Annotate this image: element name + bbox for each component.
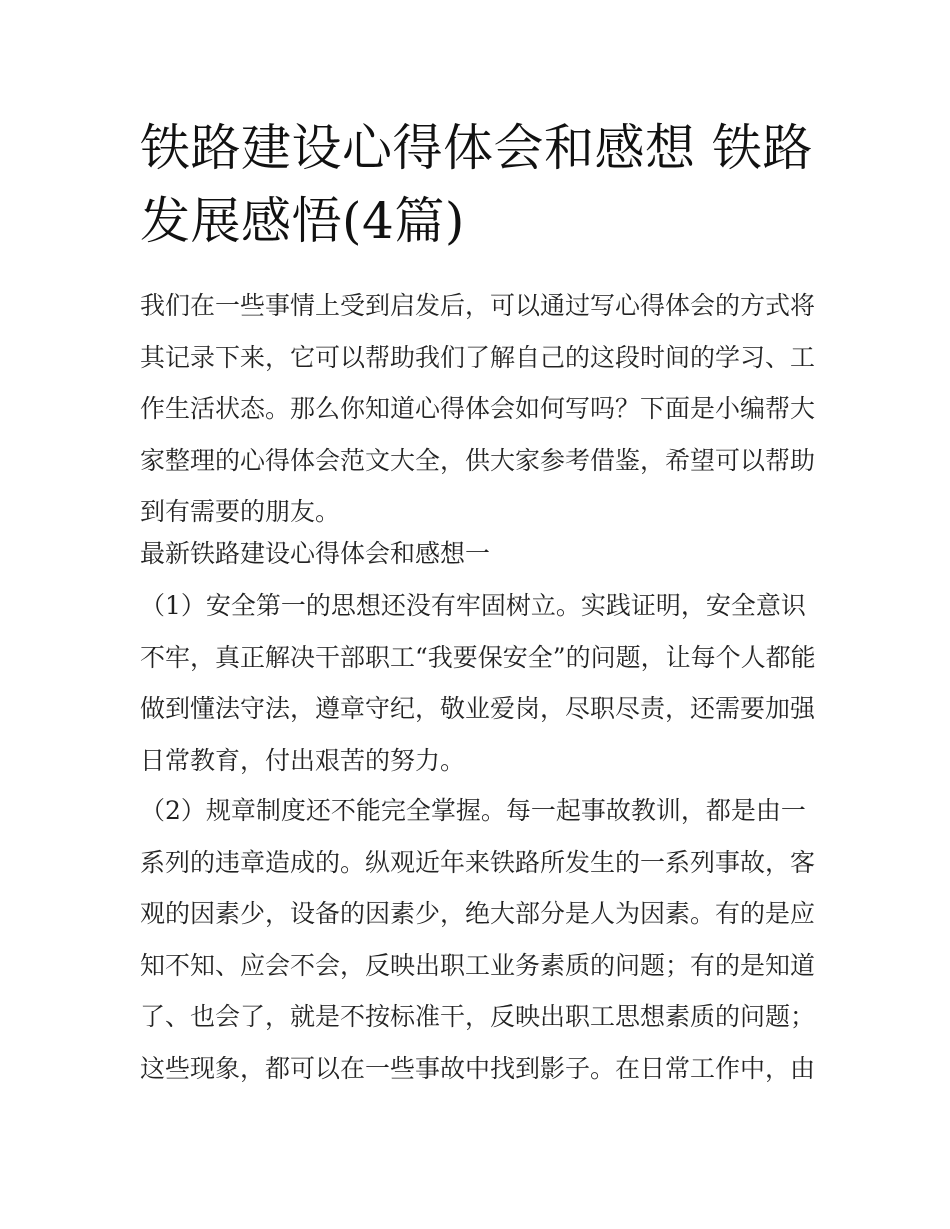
point-two-paragraph <box>140 785 820 1094</box>
title-line-2: 发展感悟(4篇) <box>140 192 465 250</box>
intro-line: 作生活状态。那么你知道心得体会如何写吗？下面是小编帮大 <box>140 394 816 423</box>
intro-line: 到有需要的朋友。 <box>140 497 341 526</box>
point-one-line: 日常教育，付出艰苦的努力。 <box>140 745 466 775</box>
title-line-1: 铁路建设心得体会和感想 铁路 <box>140 119 813 177</box>
intro-line: 我们在一些事情上受到启发后，可以通过写心得体会的方式将 <box>140 291 816 320</box>
point-two-line: 观的因素少，设备的因素少，绝大部分是人为因素。有的是应 <box>140 899 816 928</box>
document-title <box>140 112 820 258</box>
point-two-line: 了、也会了，就是不按标准干，反映出职工思想素质的问题； <box>140 1002 816 1031</box>
intro-paragraph <box>140 280 820 538</box>
point-two-line: 这些现象，都可以在一些事故中找到影子。在日常工作中，由 <box>140 1053 816 1083</box>
intro-line: 其记录下来，它可以帮助我们了解自己的这段时间的学习、工 <box>140 342 816 372</box>
point-one-line: （1）安全第一的思想还没有牢固树立。实践证明，安全意识 <box>140 591 806 620</box>
point-one-line: 做到懂法守法，遵章守纪，敬业爱岗，尽职尽责，还需要加强 <box>140 694 816 723</box>
section-heading <box>140 528 820 580</box>
point-two-line: （2）规章制度还不能完全掌握。每一起事故教训，都是由一 <box>140 796 806 825</box>
point-two-line: 系列的违章造成的。纵观近年来铁路所发生的一系列事故，客 <box>140 847 816 877</box>
point-two-line: 知不知、应会不会，反映出职工业务素质的问题；有的是知道 <box>140 950 816 980</box>
section-heading-text: 最新铁路建设心得体会和感想一 <box>140 539 491 568</box>
point-one-line: 不牢，真正解决干部职工“我要保安全”的问题，让每个人都能 <box>140 642 816 672</box>
point-one-paragraph <box>140 580 820 786</box>
intro-line: 家整理的心得体会范文大全，供大家参考借鉴，希望可以帮助 <box>140 445 816 475</box>
